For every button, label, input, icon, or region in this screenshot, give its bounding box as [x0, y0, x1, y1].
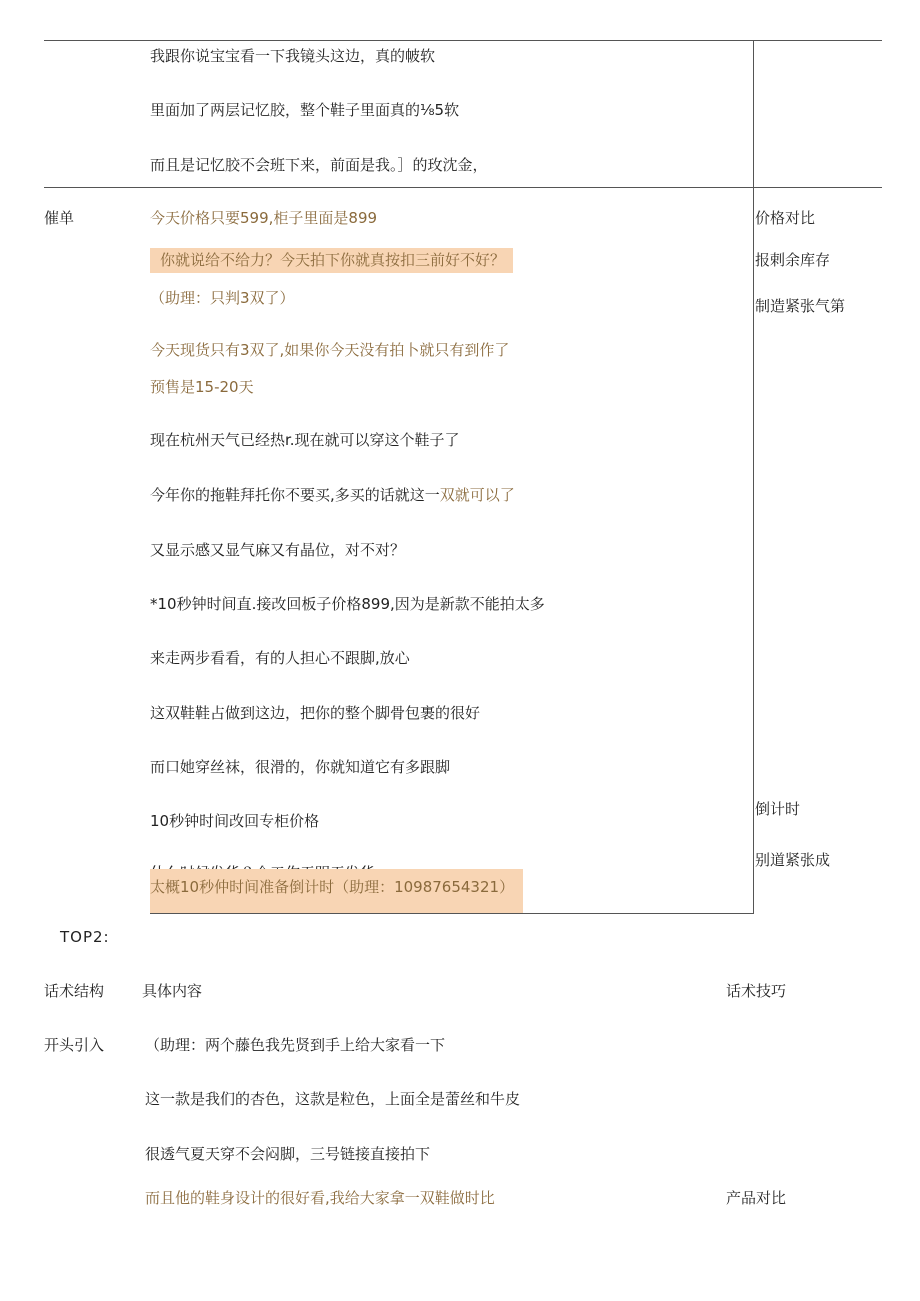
content-line: 我跟你说宝宝看一下我镜头这边，真的帔软	[150, 47, 436, 65]
row-divider	[44, 187, 882, 188]
row-label: 开头引入	[44, 1036, 105, 1054]
content-line-part: 今年你的拖鞋拜托你不要买,多买的话就这一	[150, 486, 440, 504]
content-line: 今天现货只有3双了,如果你今天没有拍卜就只有到作了	[150, 341, 510, 359]
tip-label: 产品对比	[726, 1189, 787, 1207]
section-title: TOP2:	[60, 928, 110, 946]
content-line: 来走两步看看，有的人担心不跟脚,放心	[150, 649, 410, 667]
tip-label: 倒计时	[755, 800, 801, 818]
tip-label: 报剌余库存	[755, 251, 831, 269]
table-top-border	[44, 40, 882, 41]
content-line	[150, 485, 515, 505]
content-line: （助理：两个藤色我先贤到手上给大家看一下	[145, 1036, 446, 1054]
content-line: *10秒钟时间直.接改回板子价格899,因为是新款不能拍太多	[150, 595, 545, 613]
content-line: 很透气夏天穿不会闷脚，三号链接直接拍下	[145, 1145, 431, 1163]
column-header: 话术技巧	[726, 982, 787, 1000]
content-line: 里面加了两层记忆胶，整个鞋子里面真的⅛5软	[150, 101, 460, 119]
content-line: 而口她穿丝袜，很滑的，你就知道它有多跟脚	[150, 758, 451, 776]
assistant-note: （助理：只判3双了）	[150, 289, 295, 307]
content-line: 10秒钟时间改回专柜价格	[150, 812, 320, 830]
row-label: 催单	[44, 209, 75, 227]
content-line: 而且是记忆胶不会班下来，前面是我。］的玫沈金，	[150, 156, 488, 174]
table-bottom-border	[150, 913, 754, 914]
content-line-part-highlight: 双就可以了	[439, 486, 515, 504]
tip-label: 别道紧张成	[755, 851, 831, 869]
content-line: 这双鞋鞋占做到这边，把你的整个脚骨包裹的很好	[150, 704, 481, 722]
content-line: 这一款是我们的杏色，这款是粒色，上面全是蕾丝和牛皮	[145, 1090, 521, 1108]
content-line: 今天价格只要599,柜子里面是899	[150, 209, 378, 227]
content-line: 现在杭州天气已经热r.现在就可以穿这个鞋子了	[150, 431, 460, 449]
tip-label: 价格对比	[755, 209, 816, 227]
countdown-line: 太概10秒仲时间准备倒计时（助理：10987654321）	[150, 878, 515, 896]
tip-label: 制造紧张气第	[755, 297, 846, 315]
column-header: 话术结构	[44, 982, 105, 1000]
content-line: 而且他的鞋身设计的很好看,我给大家拿一双鞋做时比	[145, 1189, 495, 1207]
content-line: 预售是15-20天	[150, 378, 254, 396]
column-header: 具体内容	[142, 982, 203, 1000]
highlighted-line: 你就说给不给力？今天拍下你就真按扣三前好不好？	[150, 248, 513, 273]
content-line: 又显示感又显气麻又有晶位，对不对？	[150, 541, 406, 559]
column-divider	[753, 40, 754, 914]
